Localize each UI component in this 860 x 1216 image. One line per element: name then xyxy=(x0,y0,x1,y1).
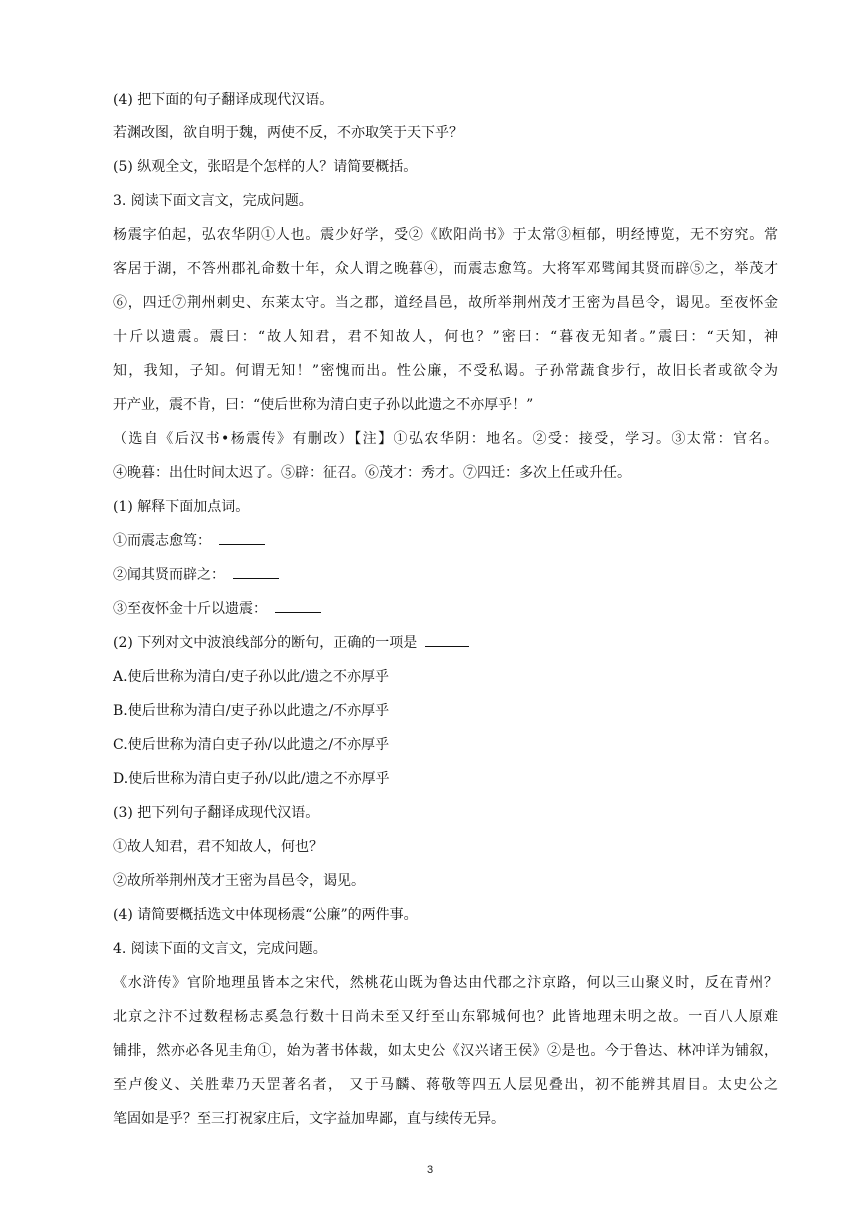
question-1-heading: (1) 解释下面加点词。 xyxy=(113,499,250,515)
question-4-translate: (4) 把下面的句子翻译成现代汉语。 xyxy=(113,92,334,108)
blank-item-1 xyxy=(113,531,265,551)
question-4-heading: 4. 阅读下面的文言文，完成问题。 xyxy=(113,941,327,957)
option-c: C.使后世称为清白吏子孙/以此遗之/不亦厚乎 xyxy=(113,737,390,753)
passage-line: 《水浒传》官阶地理虽皆本之宋代，然桃花山既为鲁达由代郡之汴京路，何以三山聚义时，反在青州？ xyxy=(113,975,778,991)
translate-item-2: ②故所举荆州茂才王密为昌邑令，谒见。 xyxy=(113,873,365,889)
passage-line: 开产业，震不肯，曰：“使后世称为清白吏子孙以此遗之不亦厚乎！” xyxy=(113,397,534,413)
passage-line: 客居于湖，不答州郡礼命数十年，众人谓之晚暮④，而震志愈笃。大将军邓骘闻其贤而辟⑤之，举茂才 xyxy=(113,261,778,277)
blank-item-text: ②闻其贤而辟之： xyxy=(113,567,225,583)
blank-item-text: ③至夜怀金十斤以遗震： xyxy=(113,601,267,617)
question-text: (2) 下列对文中波浪线部分的断句，正确的一项是 xyxy=(113,635,418,651)
blank-item-2 xyxy=(113,565,279,585)
source-note: ④晚暮：出仕时间太迟了。⑤辟：征召。⑥茂才：秀才。⑦四迁：多次上任或升任。 xyxy=(113,465,631,481)
page-number: 3 xyxy=(426,1164,434,1176)
answer-blank xyxy=(425,634,469,647)
question-3-heading: 3. 阅读下面文言文，完成问题。 xyxy=(113,193,313,209)
option-a: A.使后世称为清白/吏子孙以此/遗之不亦厚乎 xyxy=(113,669,389,685)
translate-item-1: ①故人知君，君不知故人，何也？ xyxy=(113,839,323,855)
passage-line: 铺排，然亦必各见圭角①，始为著书体裁，如太史公《汉兴诸王侯》②是也。今于鲁达、林冲详为铺叙， xyxy=(113,1043,778,1059)
question-3-translate: (3) 把下列句子翻译成现代汉语。 xyxy=(113,805,320,821)
question-5-summary: (5) 纵观全文，张昭是个怎样的人？请简要概括。 xyxy=(113,159,418,175)
passage-line: 知，我知，子知。何谓无知！”密愧而出。性公廉，不受私谒。子孙常蔬食步行，故旧长者或欲令为 xyxy=(113,363,778,379)
passage-line: ⑥，四迁⑦荆州刺史、东莱太守。当之郡，道经昌邑，故所举荆州茂才王密为昌邑令，谒见。至夜怀金 xyxy=(113,295,778,311)
answer-blank xyxy=(233,566,279,579)
passage-line: 杨震字伯起，弘农华阴①人也。震少好学，受②《欧阳尚书》于太常③桓郁，明经博览，无不穷究。常 xyxy=(113,227,778,243)
passage-line: 北京之汴不过数程杨志奚急行数十日尚未至又纡至山东郓城何也？此皆地理未明之故。一百八人原难 xyxy=(113,1009,778,1025)
passage-line: 笔固如是乎？至三打祝家庄后，文字益加卑鄙，直与续传无异。 xyxy=(113,1111,505,1127)
answer-blank xyxy=(275,600,321,613)
option-d: D.使后世称为清白吏子孙/以此/遗之不亦厚乎 xyxy=(113,771,390,787)
sentence-to-translate: 若渊改图，欲自明于魏，两使不反，不亦取笑于天下乎？ xyxy=(113,125,463,141)
option-b: B.使后世称为清白/吏子孙以此遗之/不亦厚乎 xyxy=(113,703,390,719)
passage-line: 至卢俊义、关胜辈乃天罡著名者， 又于马麟、蒋敬等四五人层见叠出，初不能辨其眉目。太史公之 xyxy=(113,1077,778,1093)
passage-line: 十斤以遗震。震曰：“故人知君，君不知故人，何也？”密曰：“暮夜无知者。”震曰：“天知，神 xyxy=(113,329,778,345)
question-4-summary: (4) 请简要概括选文中体现杨震“公廉”的两件事。 xyxy=(113,907,418,923)
blank-item-text: ①而震志愈笃： xyxy=(113,533,211,549)
blank-item-3 xyxy=(113,599,321,619)
question-2-heading xyxy=(113,633,469,653)
answer-blank xyxy=(219,532,265,545)
source-note: （选自《后汉书•杨震传》有删改）【注】①弘农华阴：地名。②受：接受，学习。③太常：官名。 xyxy=(113,431,778,447)
